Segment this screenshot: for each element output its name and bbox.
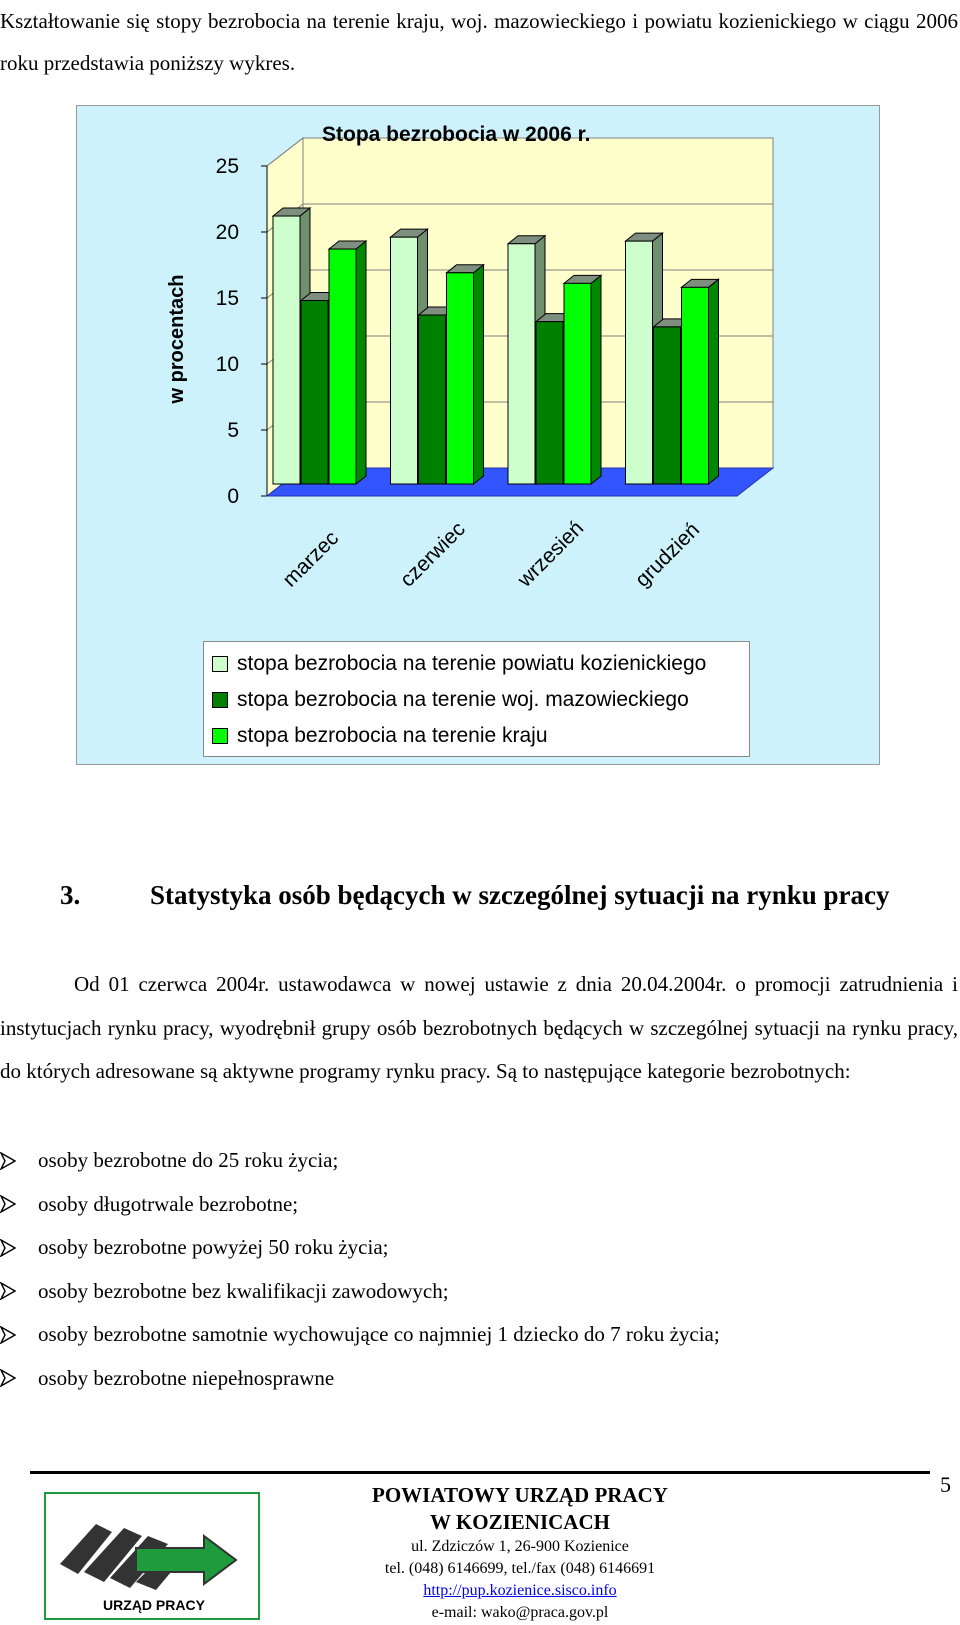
list-item-text: osoby bezrobotne niepełnosprawne — [38, 1365, 335, 1390]
section-heading — [60, 878, 900, 913]
bar — [682, 287, 709, 484]
legend-item — [204, 646, 749, 682]
bar — [273, 216, 300, 484]
x-tick-label: wrzesień — [513, 516, 589, 592]
footer-divider — [30, 1471, 930, 1474]
intro-paragraph: Kształtowanie się stopy bezrobocia na terenie kraju, woj. mazowieckiego i powiatu kozienickiego w ciągu 2006 roku przedstawia poniższy wykres. — [0, 9, 958, 75]
list-item — [0, 1357, 958, 1401]
arrow-bullet-icon — [0, 1369, 38, 1387]
list-item-text: osoby bezrobotne samotnie wychowujące co najmniej 1 dziecko do 7 roku życia; — [38, 1322, 720, 1346]
bar-side — [591, 275, 601, 484]
chart-title: Stopa bezrobocia w 2006 r. — [322, 123, 591, 146]
bar — [626, 241, 653, 484]
bar — [419, 315, 446, 484]
page-number: 5 — [940, 1472, 951, 1497]
legend-swatch — [212, 692, 228, 708]
bar — [391, 237, 418, 484]
category-list — [0, 1139, 958, 1400]
office-name-line2: W KOZIENICACH — [430, 1510, 610, 1534]
section-title: Statystyka osób będących w szczególnej sytuacji na rynku pracy — [150, 880, 890, 910]
logo-text: URZĄD PRACY — [103, 1597, 205, 1613]
y-tick-label: 25 — [215, 155, 239, 178]
y-axis-label: w procentach — [166, 274, 188, 404]
list-item-text: osoby długotrwale bezrobotne; — [38, 1191, 299, 1216]
chart-legend — [203, 641, 750, 757]
list-item-text: osoby bezrobotne bez kwalifikacji zawodowych; — [38, 1278, 449, 1303]
urzad-pracy-logo — [44, 1492, 260, 1620]
office-website-link[interactable]: http://pup.kozienice.sisco.info — [423, 1582, 617, 1599]
list-item — [0, 1139, 958, 1183]
y-tick-label: 5 — [227, 419, 239, 442]
legend-item — [204, 718, 749, 754]
legend-item — [204, 682, 749, 718]
office-email: e-mail: wako@praca.gov.pl — [431, 1604, 609, 1621]
office-name-line1: POWIATOWY URZĄD PRACY — [372, 1483, 668, 1507]
list-item — [0, 1183, 958, 1227]
bar-side — [709, 279, 719, 484]
office-address: ul. Zdziczów 1, 26-900 Kozienice — [411, 1538, 629, 1555]
bar — [564, 283, 591, 484]
body-paragraph: Od 01 czerwca 2004r. ustawodawca w nowej ustawie z dnia 20.04.2004r. o promocji zatrudnienia i instytucjach rynku pracy, wyodrębnił grupy osób bezrobotnych będących w szczególnej sytuacji na rynku pracy, do których adresowane są aktywne programy rynku pracy. Są to następujące kategorie bezrobotnych: — [0, 972, 958, 1083]
bar — [447, 273, 474, 484]
list-item — [0, 1270, 958, 1314]
x-tick-label: czerwiec — [395, 517, 470, 592]
list-item-text: osoby bezrobotne powyżej 50 roku życia; — [38, 1235, 389, 1259]
unemployment-chart — [76, 105, 880, 765]
bar — [536, 322, 563, 484]
bar — [329, 249, 356, 484]
y-tick-label: 15 — [215, 287, 239, 310]
list-item — [0, 1226, 958, 1270]
bar — [654, 327, 681, 484]
x-tick-label: grudzień — [630, 518, 705, 592]
y-tick-label: 0 — [227, 485, 239, 508]
section-number: 3. — [60, 880, 81, 910]
bar-side — [356, 241, 366, 484]
legend-swatch — [212, 728, 228, 744]
x-tick-label: marzec — [278, 526, 344, 592]
bar — [508, 244, 535, 484]
list-item-text: osoby bezrobotne do 25 roku życia; — [38, 1148, 339, 1172]
y-tick-label: 20 — [215, 221, 239, 244]
legend-label: stopa bezrobocia na terenie kraju — [237, 724, 548, 747]
legend-label: stopa bezrobocia na terenie woj. mazowieckiego — [237, 688, 689, 711]
arrow-bullet-icon — [0, 1282, 38, 1300]
office-phone: tel. (048) 6146699, tel./fax (048) 6146691 — [384, 1560, 656, 1577]
bar-side — [474, 265, 484, 484]
y-tick-label: 10 — [215, 353, 239, 376]
arrow-bullet-icon — [0, 1239, 38, 1257]
arrow-bullet-icon — [0, 1152, 38, 1170]
arrow-bullet-icon — [0, 1195, 38, 1213]
legend-swatch — [212, 656, 228, 672]
bar — [301, 301, 328, 484]
legend-label: stopa bezrobocia na terenie powiatu kozienickiego — [237, 652, 707, 675]
footer-contact — [330, 1482, 710, 1624]
list-item — [0, 1313, 958, 1357]
arrow-bullet-icon — [0, 1326, 38, 1344]
